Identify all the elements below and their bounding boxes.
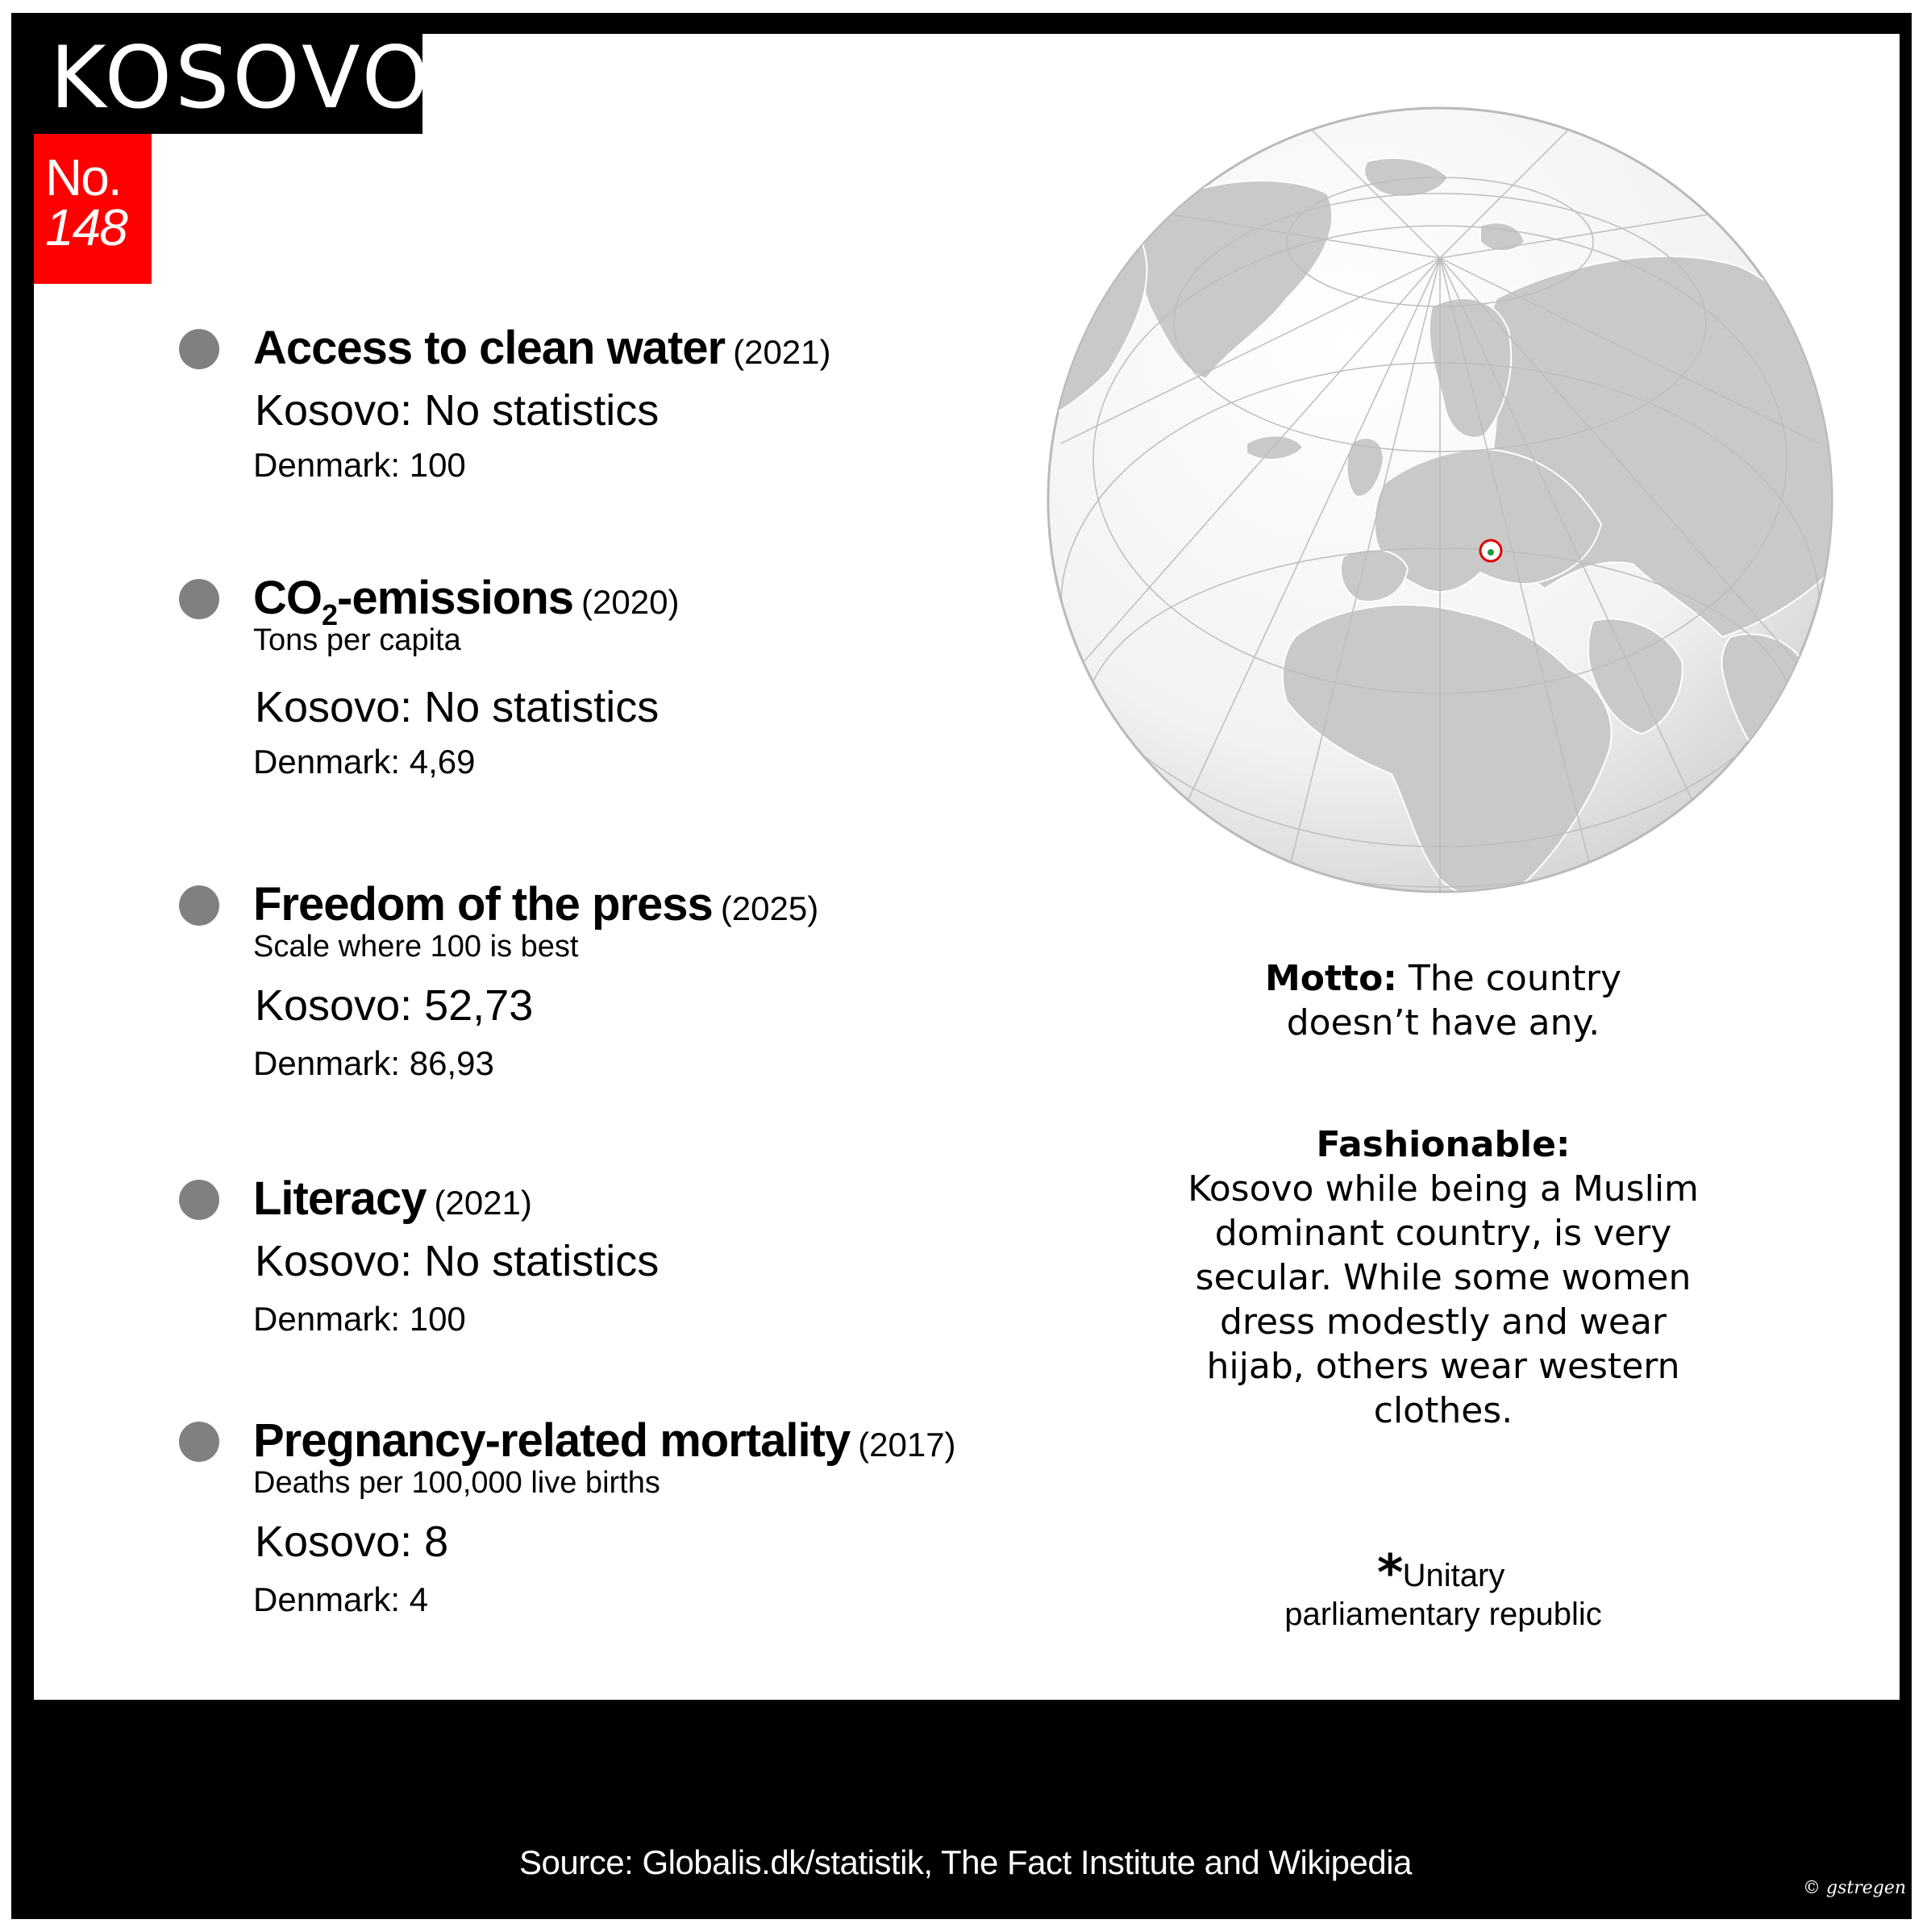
stat-name: Literacy	[253, 1172, 427, 1225]
fashion-line: secular. While some women	[1195, 1257, 1692, 1298]
bullet-icon	[179, 579, 219, 619]
stat-year: (2020)	[581, 583, 680, 621]
stat-name: Freedom of the press	[253, 878, 713, 931]
stat-unit: Scale where 100 is best	[253, 930, 579, 964]
stat-kosovo-value: Kosovo: No statistics	[255, 683, 660, 731]
motto-line-1	[1161, 956, 1725, 1001]
fashion-line: dominant country, is very	[1214, 1213, 1672, 1254]
bullet-icon	[179, 329, 219, 369]
stat-title	[253, 1415, 956, 1471]
fashion-line: clothes.	[1373, 1390, 1513, 1431]
fashion-line: Kosovo while being a Muslim	[1188, 1168, 1699, 1210]
fashion-line: hijab, others wear western	[1206, 1346, 1680, 1387]
stat-title	[253, 323, 831, 378]
motto-label: Motto:	[1265, 958, 1397, 999]
motto-block	[1161, 956, 1725, 1045]
artist-signature: © gstregen	[1803, 1878, 1907, 1898]
stat-name: Pregnancy-related mortality	[253, 1414, 851, 1467]
page-title: KOSOVO	[50, 28, 433, 127]
stat-kosovo-value: Kosovo: 8	[255, 1518, 449, 1566]
stat-title	[253, 879, 818, 935]
fashion-line: dress modestly and wear	[1219, 1301, 1667, 1343]
bullet-icon	[179, 1180, 219, 1220]
fashion-text	[1161, 1167, 1725, 1433]
fashion-label: Fashionable:	[1316, 1124, 1571, 1165]
source-credit: Source: Globalis.dk/statistik, The Fact Institute and Wikipedia	[519, 1843, 1412, 1881]
stat-year: (2021)	[434, 1184, 532, 1222]
bullet-icon	[179, 885, 219, 926]
stat-title	[253, 1173, 532, 1229]
stat-name-prefix: CO	[253, 572, 322, 624]
stat-year: (2017)	[858, 1426, 956, 1464]
fashion-heading	[1161, 1122, 1725, 1167]
stat-year: (2025)	[720, 889, 819, 927]
asterisk-icon: *	[1377, 1543, 1404, 1602]
motto-text-1: The country	[1408, 958, 1621, 999]
rank-label: No.	[45, 148, 121, 206]
government-line-2: parliamentary republic	[1284, 1597, 1602, 1632]
stat-kosovo-value: Kosovo: 52,73	[255, 981, 534, 1030]
globe-map	[1045, 105, 1835, 895]
stat-denmark-value: Denmark: 100	[253, 1300, 466, 1338]
stat-title	[253, 572, 680, 631]
government-line-1: Unitary	[1402, 1558, 1505, 1593]
stat-kosovo-value: Kosovo: No statistics	[255, 386, 660, 435]
bullet-icon	[179, 1422, 219, 1462]
rank-value: 148	[45, 198, 127, 256]
stat-denmark-value: Denmark: 100	[253, 446, 466, 484]
stat-unit: Deaths per 100,000 live births	[253, 1466, 660, 1500]
title-box	[11, 13, 433, 134]
kosovo-location-dot	[1488, 549, 1494, 556]
rank-badge	[34, 134, 152, 284]
stat-denmark-value: Denmark: 86,93	[253, 1044, 494, 1082]
stat-name	[253, 572, 574, 631]
government-type	[1201, 1556, 1685, 1634]
stat-unit: Tons per capita	[253, 623, 461, 657]
stat-name-suffix: -emissions	[337, 572, 574, 624]
motto-text-2: doesn’t have any.	[1286, 1002, 1600, 1043]
stat-denmark-value: Denmark: 4,69	[253, 743, 476, 781]
stat-name-subscript: 2	[322, 598, 338, 631]
stat-denmark-value: Denmark: 4	[253, 1580, 429, 1618]
stat-year: (2021)	[733, 333, 831, 371]
stat-name: Access to clean water	[253, 322, 726, 374]
stat-kosovo-value: Kosovo: No statistics	[255, 1237, 660, 1285]
